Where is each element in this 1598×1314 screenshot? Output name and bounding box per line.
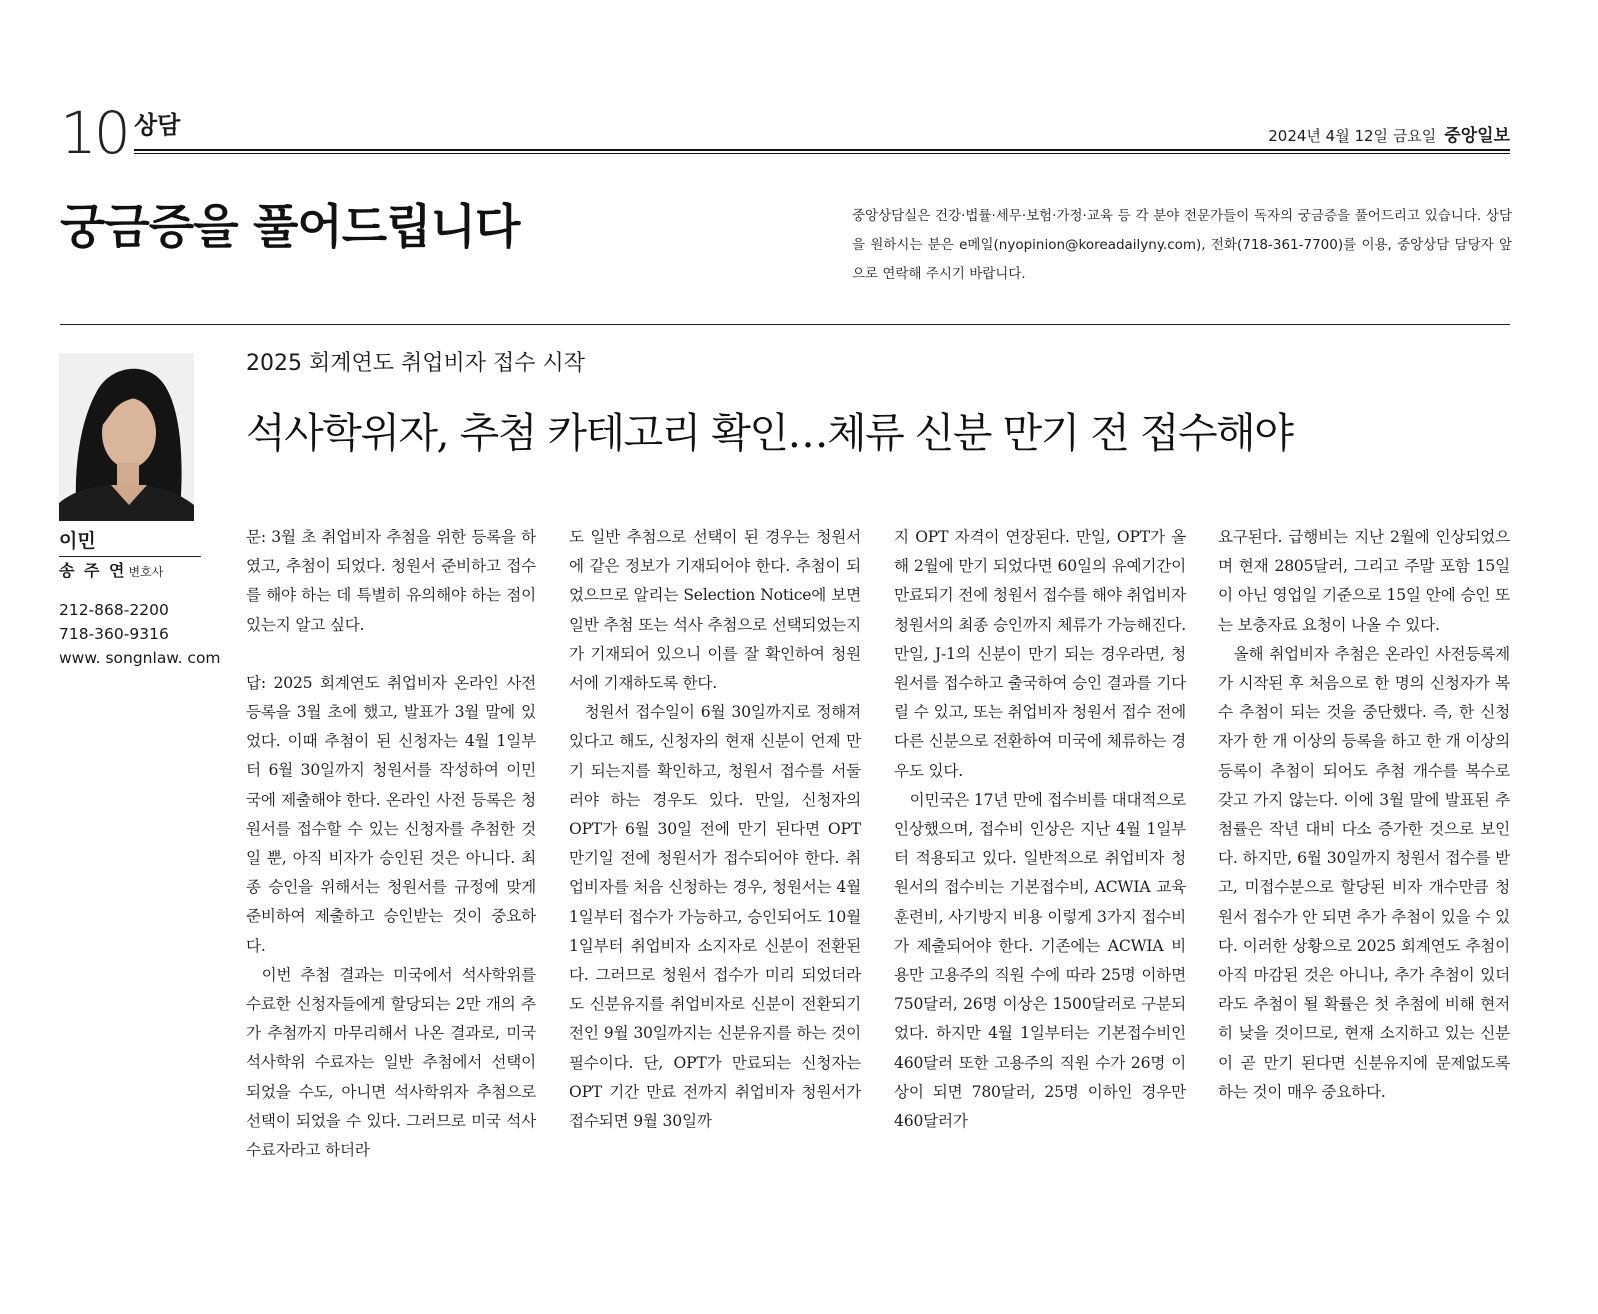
body-paragraph: 청원서 접수일이 6월 30일까지로 정해져 있다고 해도, 신청자의 현재 신분이 언제 만기 되는지를 확인하고, 청원서 접수를 서둘러야 하는 경우도 있다. 만일, 신청자의 OPT가 6월 30일 전에 만기 된다면 OPT 만기일 전에 청원서가 접수되어야 한다. 취업비자를 처음 신청하는 경우, 청원서는 4월 1일부터 접수가 가능하고, 승인되어도 10월 1일부터 취업비자 소지자로 신분이 전환된다. 그러므로 청원서 접수가 미리 되었더라도 신분유지를 취업비자로 신분이 전환되기 전인 9월 30일까지는 신분유지를 하는 것이 필수이다. 단, OPT가 만료되는 신청자는 OPT 기간 만료 전까지 취업비자 청원서가 접수되면 9월 30일까 xyxy=(569,703,861,1131)
body-paragraph: 도 일반 추첨으로 선택이 된 경우는 청원서에 같은 정보가 기재되어야 한다. 추첨이 되었으므로 알리는 Selection Notice에 보면 일반 추첨 또는 석사 추첨으로 선택되었는지가 기재되어 있으니 이를 잘 확인하여 청원서에 기재하도록 한다. xyxy=(569,528,861,693)
question-paragraph: 문: 3월 초 취업비자 추첨을 위한 등록을 하였고, 추첨이 되었다. 청원서 준비하고 접수를 해야 하는 데 특별히 유의해야 하는 점이 있는지 알고 싶다. xyxy=(246,528,536,634)
body-paragraph: 지 OPT 자격이 연장된다. 만일, OPT가 올해 2월에 만기 되었다면 60일의 유예기간이 만료되기 전에 청원서 접수를 해야 취업비자 청원서의 최종 승인까지 체류가 가능해진다. 만일, J-1의 신분이 만기 되는 경우라면, 청원서를 접수하고 출국하여 승인 결과를 기다릴 수 있고, 또는 취업비자 청원서 접수 전에 다른 신분으로 전환하여 미국에 체류하는 경우도 있다. xyxy=(894,528,1186,780)
corner-title: 궁금증을 풀어드립니다 xyxy=(60,200,520,255)
author-contact xyxy=(59,598,221,670)
website-link[interactable]: www. songnlaw. com xyxy=(59,649,221,667)
subheadline: 2025 회계연도 취업비자 접수 시작 xyxy=(246,351,585,376)
body-paragraph: 이민국은 17년 만에 접수비를 대대적으로 인상했으며, 접수비 인상은 지난 4월 1일부터 적용되고 있다. 일반적으로 취업비자 청원서의 접수비는 기본접수비, ACWIA 교육훈련비, 사기방지 비용 이렇게 3가지 접수비가 제출되어야 한다. 기존에는 ACWIA 비용만 고용주의 직원 수에 따라 25명 이하면 750달러, 26명 이상은 1500달러로 구분되었다. 하지만 4월 1일부터는 기본접수비인 460달러 또한 고용주의 직원 수가 26명 이상이 되면 780달러, 25명 이하인 경우만 460달러가 xyxy=(894,790,1186,1131)
byline-rule xyxy=(59,556,201,557)
corner-intro: 중앙상담실은 건강·법률·세무·보험·가정·교육 등 각 분야 전문가들이 독자의 궁금증을 풀어드리고 있습니다. 상담을 원하시는 분은 e메일(nyopinion@koreadailyny.com), 전화(718-361-7700)를 이용, 중앙상담 담당자 앞으로 연락해 주시기 바랍니다. xyxy=(852,208,1512,282)
article-column-3 xyxy=(894,523,1186,1136)
article-column-1 xyxy=(246,523,536,1165)
section-label: 상담 xyxy=(134,111,181,139)
article-column-4 xyxy=(1218,523,1510,1107)
issue-date: 2024년 4월 12일 금요일 xyxy=(1268,127,1437,145)
author-name: 송 주 연 xyxy=(59,561,127,580)
section-rule xyxy=(134,149,1510,154)
byline-category: 이민 xyxy=(59,530,96,552)
phone-number: 718-360-9316 xyxy=(59,625,169,643)
body-paragraph: 요구된다. 급행비는 지난 2월에 인상되었으며 현재 2805달러, 그리고 주말 포함 15일이 아닌 영업일 기준으로 15일 안에 승인 또는 보충자료 요청이 나올 수 있다. xyxy=(1218,528,1510,634)
author-title: 변호사 xyxy=(128,565,164,579)
answer-paragraph: 답: 2025 회계연도 취업비자 온라인 사전등록을 3월 초에 했고, 발표가 3월 말에 있었다. 이때 추첨이 된 신청자는 4월 1일부터 6월 30일까지 청원서를 작성하여 이민국에 제출해야 한다. 온라인 사전 등록은 청원서를 접수할 수 있는 신청자를 추첨한 것일 뿐, 아직 비자가 승인된 것은 아니다. 최종 승인을 위해서는 청원서를 규정에 맞게 준비하여 제출하고 승인받는 것이 중요하다. xyxy=(246,673,536,955)
page-number: 10 xyxy=(60,99,128,167)
body-paragraph: 이번 추첨 결과는 미국에서 석사학위를 수료한 신청자들에게 할당되는 2만 개의 추가 추첨까지 마무리해서 나온 결과로, 미국 석사학위 수료자는 일반 추첨에서 선택이 되었을 수도, 아니면 석사학위자 추첨으로 선택이 되었을 수 있다. 그러므로 미국 석사 수료자라고 하더라 xyxy=(246,965,536,1160)
author-line xyxy=(59,560,163,583)
masthead xyxy=(1268,121,1510,146)
author-portrait xyxy=(59,353,194,521)
newspaper-name: 중앙일보 xyxy=(1444,126,1510,146)
portrait-photo xyxy=(59,353,194,521)
article-column-2 xyxy=(569,523,861,1136)
body-paragraph: 올해 취업비자 추첨은 온라인 사전등록제가 시작된 후 처음으로 한 명의 신청자가 복수 추첨이 되는 것을 중단했다. 즉, 한 신청자가 한 개 이상의 등록을 하고 한 개 이상의 등록이 추첨이 되어도 추첨 개수를 복수로 갖고 가지 않는다. 이에 3월 말에 발표된 추첨률은 작년 대비 다소 증가한 것으로 보인다. 하지만, 6월 30일까지 청원서 접수를 받고, 미접수분으로 할당된 비자 개수만큼 청원서 접수가 안 되면 추가 추첨이 있을 수 있다. 이러한 상황으로 2025 회계연도 추첨이 아직 마감된 것은 아니나, 추가 추첨이 있더라도 추첨이 될 확률은 첫 추첨에 비해 현저히 낮을 것이므로, 현재 소지하고 있는 신분이 곧 만기 된다면 신분유지에 문제없도록 하는 것이 매우 중요하다. xyxy=(1218,644,1510,1101)
top-divider xyxy=(60,324,1510,325)
phone-number: 212-868-2200 xyxy=(59,601,169,619)
headline: 석사학위자, 추첨 카테고리 확인…체류 신분 만기 전 접수해야 xyxy=(246,409,1293,457)
